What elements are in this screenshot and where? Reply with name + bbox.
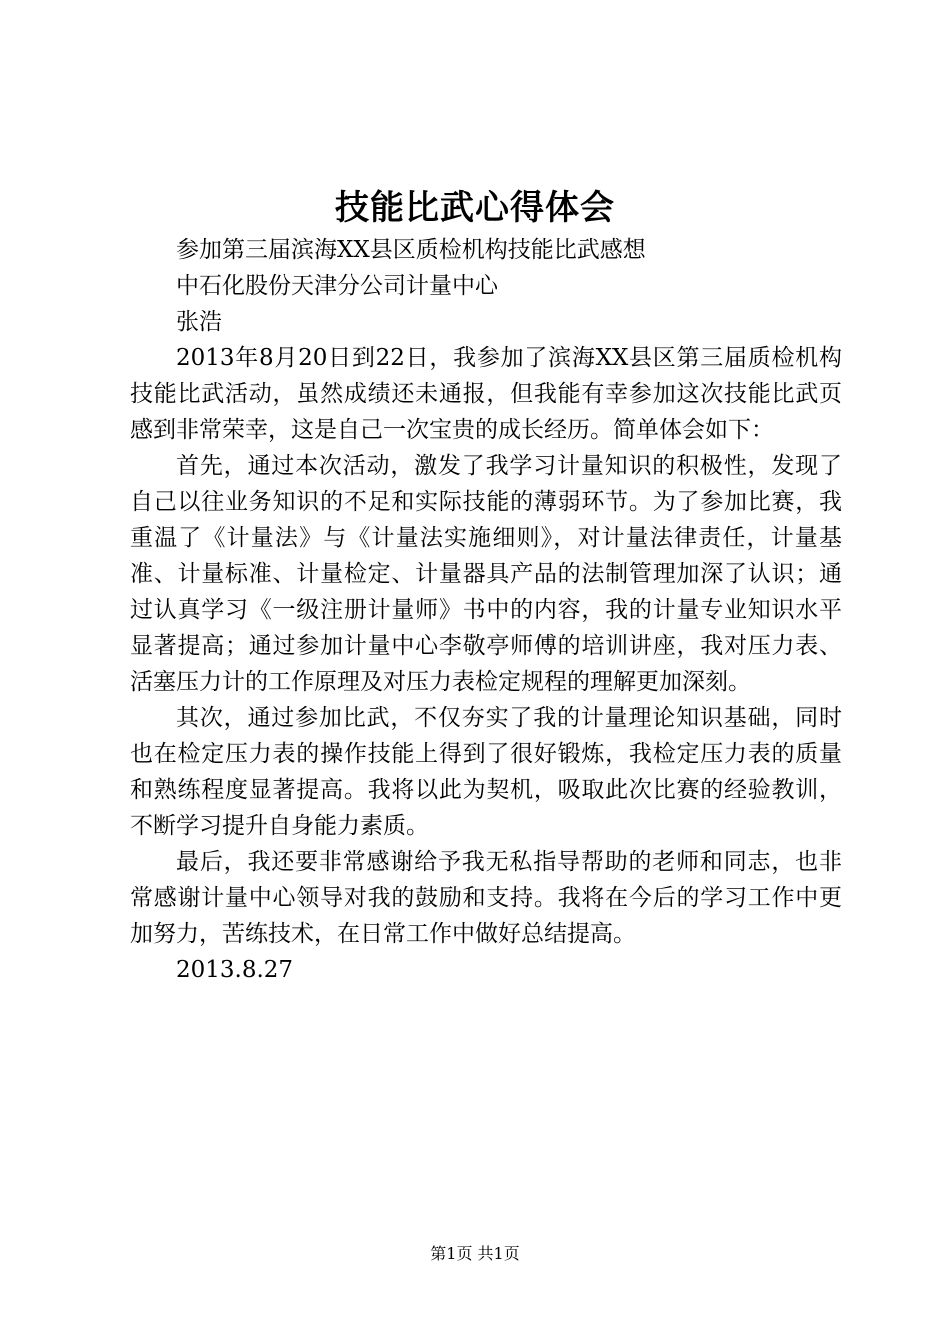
subtitle-line: 参加第三届滨海XX县区质检机构技能比武感想 — [176, 237, 646, 263]
document-title: 技能比武心得体会 — [335, 188, 615, 228]
paragraph-second: 其次，通过参加比武，不仅夯实了我的计量理论知识基础，同时也在检定压力表的操作技能上得到了很好锻炼，我检定压力表的质量和熟练程度显著提高。我将以此为契机，吸取此次比赛的经验教训，不断学习提升自身能力素质。 — [130, 705, 842, 839]
organization-line: 中石化股份天津分公司计量中心 — [176, 273, 498, 299]
date-line: 2013.8.27 — [176, 957, 294, 983]
paragraph-intro: 2013年8月20日到22日，我参加了滨海XX县区第三届质检机构技能比武活动，虽然成绩还未通报，但我能有幸参加这次技能比武页感到非常荣幸，这是自己一次宝贵的成长经历。简单体会如下： — [130, 345, 842, 443]
page-footer: 第1页 共1页 — [430, 1244, 520, 1263]
paragraph-first: 首先，通过本次活动，激发了我学习计量知识的积极性，发现了自己以往业务知识的不足和实际技能的薄弱环节。为了参加比赛，我重温了《计量法》与《计量法实施细则》，对计量法律责任，计量基准、计量标准、计量检定、计量器具产品的法制管理加深了认识；通过认真学习《一级注册计量师》书中的内容，我的计量专业知识水平显著提高；通过参加计量中心李敬亭师傅的培训讲座，我对压力表、活塞压力计的工作原理及对压力表检定规程的理解更加深刻。 — [130, 453, 842, 695]
author-line: 张浩 — [176, 309, 222, 335]
document-body — [130, 232, 842, 988]
paragraph-last: 最后，我还要非常感谢给予我无私指导帮助的老师和同志，也非常感谢计量中心领导对我的鼓励和支持。我将在今后的学习工作中更加努力，苦练技术，在日常工作中做好总结提高。 — [130, 849, 842, 947]
